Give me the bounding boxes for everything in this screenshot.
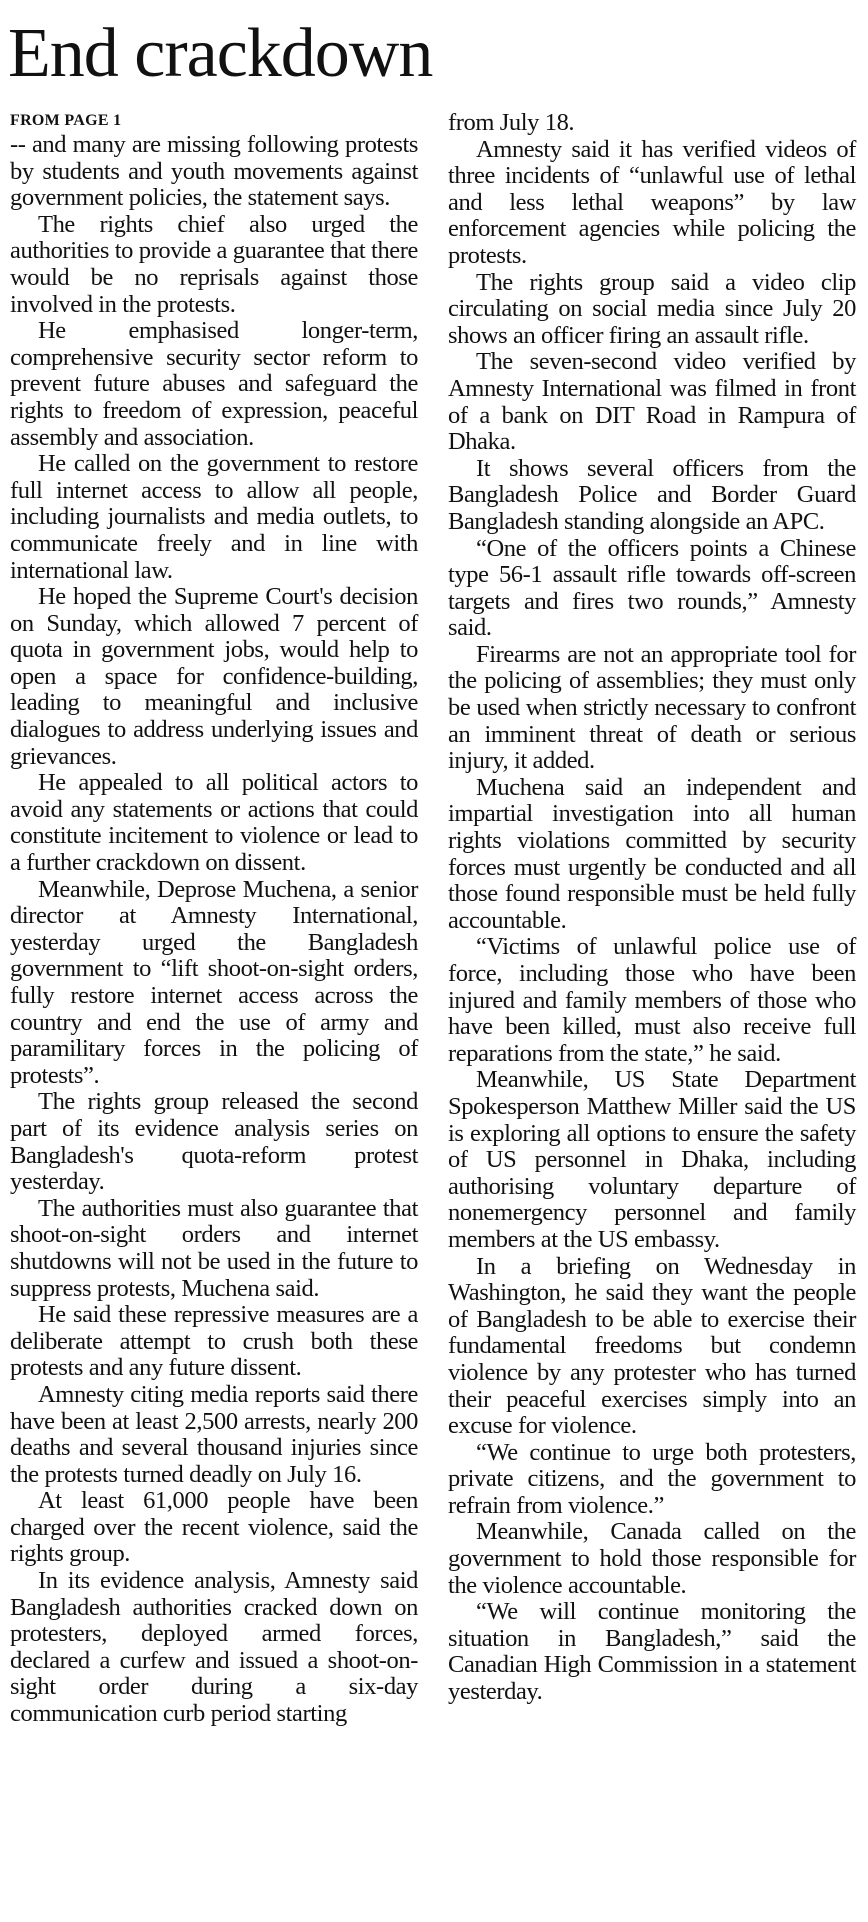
paragraph: The rights group released the second part of its evidence analysis series on Bangladesh's quota-reform protest yesterday. — [10, 1088, 418, 1196]
paragraph: He appealed to all political actors to avoid any statements or actions that could constitute incitement to violence or lead to a further crackdown on dissent. — [10, 769, 418, 877]
paragraph: He emphasised longer-term, comprehensive security sector reform to prevent future abuses and safeguard the rights to freedom of expression, peaceful assembly and association. — [10, 317, 418, 451]
paragraph: Amnesty citing media reports said there have been at least 2,500 arrests, nearly 200 deaths and several thousand injuries since the protests turned deadly on July 16. — [10, 1380, 418, 1488]
paragraph: “We continue to urge both protesters, private citizens, and the government to refrain from violence.” — [448, 1438, 856, 1519]
paragraph: The authorities must also guarantee that shoot-on-sight orders and internet shutdowns will not be used in the future to suppress protests, Muchena said. — [10, 1194, 418, 1302]
paragraph: The rights chief also urged the authorities to provide a guarantee that there would be no reprisals against those involved in the protests. — [10, 210, 418, 318]
kicker: FROM PAGE 1 — [10, 112, 122, 129]
left-column — [10, 112, 418, 1728]
paragraph: In its evidence analysis, Amnesty said Bangladesh authorities cracked down on protesters, deployed armed forces, declared a curfew and issued a shoot-on-sight order during a six-day communication curb period starting — [10, 1567, 418, 1728]
paragraph: He said these repressive measures are a deliberate attempt to crush both these protests and any future dissent. — [10, 1301, 418, 1382]
paragraph: Muchena said an independent and impartial investigation into all human rights violations committed by security forces must urgently be conducted and all those found responsible must be held fully accountable. — [448, 773, 856, 934]
paragraph: “We will continue monitoring the situation in Bangladesh,” said the Canadian High Commission in a statement yesterday. — [448, 1598, 856, 1706]
paragraph: Meanwhile, Canada called on the government to hold those responsible for the violence accountable. — [448, 1518, 856, 1599]
paragraph: Firearms are not an appropriate tool for the policing of assemblies; they must only be used when strictly necessary to confront an imminent threat of death or serious injury, it added. — [448, 640, 856, 775]
paragraph: -- and many are missing following protests by students and youth movements against government policies, the statement says. — [10, 131, 418, 212]
paragraph: He called on the government to restore full internet access to allow all people, including journalists and media outlets, to communicate freely and in line with international law. — [10, 450, 418, 584]
headline: End crackdown — [8, 15, 433, 92]
paragraph: The seven-second video verified by Amnesty International was filmed in front of a bank on DIT Road in Rampura of Dhaka. — [448, 348, 856, 456]
paragraph: In a briefing on Wednesday in Washington, he said they want the people of Bangladesh to be able to exercise their fundamental freedoms but condemn violence by any protester who has turned their peaceful exercises simply into an excuse for violence. — [448, 1252, 856, 1440]
paragraph: At least 61,000 people have been charged over the recent violence, said the rights group. — [10, 1487, 418, 1568]
paragraph: Meanwhile, Deprose Muchena, a senior director at Amnesty International, yesterday urged the Bangladesh government to “lift shoot-on-sight orders, fully restore internet access across the country and end the use of army and paramilitary forces in the policing of protests”. — [10, 875, 418, 1089]
paragraph: “Victims of unlawful police use of force, including those who have been injured and family members of those who have been killed, must also receive full reparations from the state,” he said. — [448, 933, 856, 1067]
paragraph: “One of the officers points a Chinese type 56-1 assault rifle towards off-screen targets and fires two rounds,” Amnesty said. — [448, 534, 856, 642]
paragraph: He hoped the Supreme Court's decision on Sunday, which allowed 7 percent of quota in government jobs, would help to open a space for confidence-building, leading to meaningful and inclusive dialogues to address underlying issues and grievances. — [10, 583, 418, 770]
paragraph: Meanwhile, US State Department Spokesperson Matthew Miller said the US is exploring all options to ensure the safety of US personnel in Dhaka, including authorising voluntary departure of nonemergency personnel and family members at the US embassy. — [448, 1066, 856, 1253]
paragraph: Amnesty said it has verified videos of three incidents of “unlawful use of lethal and less lethal weapons” by law enforcement agencies while policing the protests. — [448, 135, 856, 269]
right-column — [448, 110, 856, 1706]
paragraph-continuation: from July 18. — [448, 109, 575, 136]
paragraph: The rights group said a video clip circulating on social media since July 20 shows an officer firing an assault rifle. — [448, 268, 856, 349]
paragraph: It shows several officers from the Bangladesh Police and Border Guard Bangladesh standing alongside an APC. — [448, 454, 856, 535]
